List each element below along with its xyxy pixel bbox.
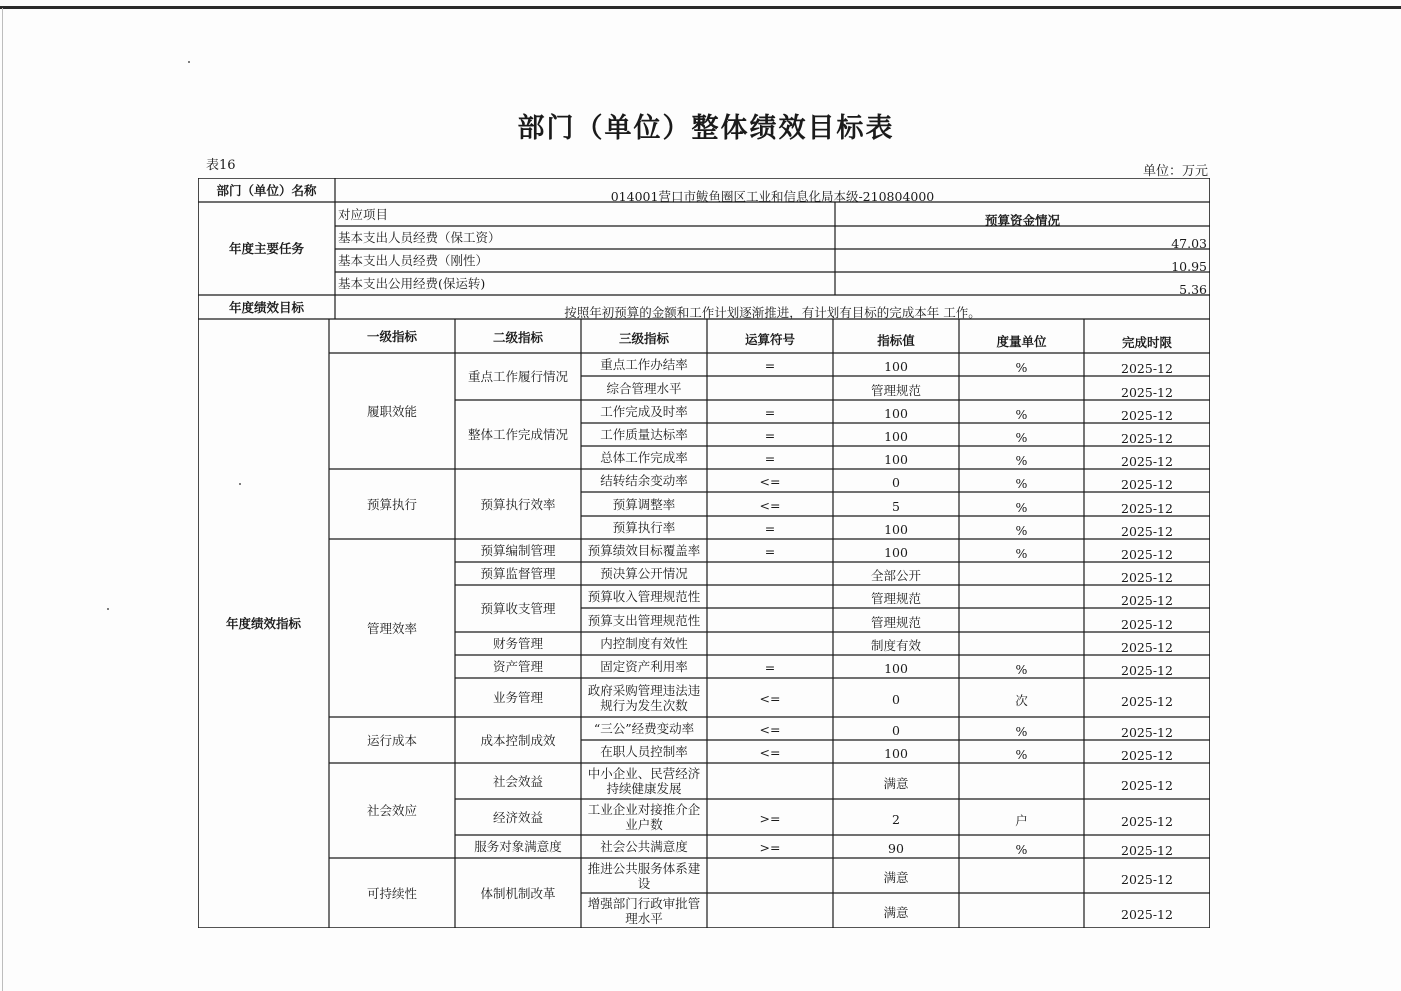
deadline-cell: 2025-12 bbox=[1121, 570, 1173, 585]
level3-cell: 预算执行率 bbox=[612, 520, 676, 535]
deadline-cell: 2025-12 bbox=[1121, 431, 1173, 446]
scan-speck bbox=[107, 608, 109, 610]
measure-unit-cell: % bbox=[1015, 453, 1028, 468]
level3-cell: 预算绩效目标覆盖率 bbox=[587, 543, 701, 558]
level2-cell: 预算收支管理 bbox=[480, 601, 556, 616]
measure-unit-cell bbox=[959, 861, 1084, 896]
deadline-cell: 2025-12 bbox=[1121, 872, 1173, 887]
measure-unit-cell: % bbox=[1015, 430, 1028, 445]
level3-cell: 结转结余变动率 bbox=[600, 473, 688, 488]
target-value-cell: 100 bbox=[884, 452, 908, 467]
measure-unit-cell bbox=[959, 896, 1084, 931]
level3-cell: 工作完成及时率 bbox=[600, 404, 688, 419]
operator-cell: >= bbox=[759, 840, 781, 855]
target-value-cell: 满意 bbox=[883, 905, 909, 920]
operator-cell: <= bbox=[759, 722, 781, 737]
measure-unit-cell: % bbox=[1015, 747, 1028, 762]
operator-cell: = bbox=[764, 660, 776, 675]
level3-cell: 重点工作办结率 bbox=[600, 357, 688, 372]
dept-name-label: 部门（单位）名称 bbox=[216, 182, 317, 198]
target-value-cell: 100 bbox=[884, 359, 908, 374]
deadline-cell: 2025-12 bbox=[1121, 477, 1173, 492]
task-row-name: 基本支出人员经费（保工资） bbox=[338, 230, 501, 245]
performance-target-table bbox=[198, 178, 1210, 928]
deadline-cell: 2025-12 bbox=[1121, 361, 1173, 376]
operator-cell: <= bbox=[759, 474, 781, 489]
deadline-cell: 2025-12 bbox=[1121, 663, 1173, 678]
level3-cell: 政府采购管理违法违规行为发生次数 bbox=[587, 682, 701, 713]
scan-speck bbox=[188, 61, 190, 63]
deadline-cell: 2025-12 bbox=[1121, 640, 1173, 655]
measure-unit-cell bbox=[959, 588, 1084, 611]
target-value-cell: 管理规范 bbox=[870, 382, 921, 398]
task-row-amount: 47.03 bbox=[1171, 236, 1207, 251]
header-deadline: 完成时限 bbox=[1121, 334, 1172, 350]
level2-cell: 业务管理 bbox=[492, 690, 543, 705]
target-value-cell: 制度有效 bbox=[870, 638, 921, 653]
deadline-cell: 2025-12 bbox=[1121, 725, 1173, 740]
measure-unit-cell: % bbox=[1015, 407, 1028, 422]
level3-cell: 工业企业对接推介企业户数 bbox=[587, 802, 701, 832]
deadline-cell: 2025-12 bbox=[1121, 748, 1173, 763]
measure-unit-cell: 次 bbox=[1015, 693, 1028, 708]
header-level2: 二级指标 bbox=[492, 329, 543, 345]
level2-cell: 体制机制改革 bbox=[480, 885, 556, 901]
annual-indicators-label: 年度绩效指标 bbox=[225, 616, 301, 631]
operator-cell: <= bbox=[759, 497, 781, 513]
deadline-cell: 2025-12 bbox=[1121, 843, 1173, 858]
operator-cell bbox=[707, 859, 833, 894]
level2-cell: 预算执行效率 bbox=[480, 496, 556, 512]
measure-unit-cell bbox=[959, 766, 1084, 802]
level3-cell: 社会公共满意度 bbox=[600, 839, 688, 854]
level3-cell: 推进公共服务体系建设 bbox=[587, 860, 701, 891]
target-value-cell: 2 bbox=[892, 811, 900, 827]
tasks-item-header: 对应项目 bbox=[338, 206, 389, 222]
target-value-cell: 100 bbox=[884, 429, 908, 444]
measure-unit-cell: % bbox=[1015, 499, 1028, 515]
level3-cell: 增强部门行政审批管理水平 bbox=[587, 895, 701, 926]
deadline-cell: 2025-12 bbox=[1121, 384, 1173, 400]
target-value-cell: 100 bbox=[884, 746, 908, 761]
measure-unit-cell: % bbox=[1015, 523, 1028, 538]
level3-cell: 预算收入管理规范性 bbox=[587, 589, 701, 604]
task-row-amount: 5.36 bbox=[1179, 282, 1207, 297]
level2-cell: 重点工作履行情况 bbox=[467, 369, 568, 384]
level3-cell: 内控制度有效性 bbox=[600, 636, 688, 651]
operator-cell: <= bbox=[759, 691, 781, 706]
operator-cell bbox=[707, 764, 833, 800]
deadline-cell: 2025-12 bbox=[1121, 694, 1173, 709]
target-value-cell: 满意 bbox=[883, 870, 909, 885]
level1-cell: 预算执行 bbox=[366, 496, 417, 512]
measure-unit-cell: 户 bbox=[1015, 812, 1028, 828]
measure-unit-cell: % bbox=[1015, 662, 1028, 677]
operator-cell: = bbox=[764, 428, 776, 443]
measure-unit-cell bbox=[959, 611, 1084, 635]
measure-unit-cell bbox=[959, 635, 1084, 658]
measure-unit-cell: % bbox=[1015, 724, 1028, 739]
operator-cell: = bbox=[764, 405, 776, 420]
level3-cell: 预算支出管理规范性 bbox=[587, 612, 701, 628]
level3-cell: 在职人员控制率 bbox=[600, 744, 688, 759]
target-value-cell: 100 bbox=[884, 661, 908, 676]
level2-cell: 整体工作完成情况 bbox=[467, 427, 568, 442]
header-target-value: 指标值 bbox=[877, 332, 915, 348]
level1-cell: 可持续性 bbox=[366, 885, 417, 901]
target-value-cell: 0 bbox=[892, 475, 900, 490]
deadline-cell: 2025-12 bbox=[1121, 813, 1173, 829]
measure-unit-cell: % bbox=[1015, 476, 1028, 491]
target-value-cell: 100 bbox=[884, 406, 908, 421]
level3-cell: 中小企业、民营经济持续健康发展 bbox=[587, 766, 701, 796]
target-value-cell: 100 bbox=[884, 545, 908, 560]
operator-cell: = bbox=[764, 451, 776, 466]
measure-unit-cell: % bbox=[1015, 842, 1028, 857]
unit-label: 单位：万元 bbox=[1142, 164, 1208, 179]
level2-cell: 资产管理 bbox=[492, 659, 543, 674]
level3-cell: 综合管理水平 bbox=[606, 380, 682, 396]
task-row-name: 基本支出人员经费（刚性） bbox=[338, 253, 489, 268]
annual-goal-label: 年度绩效目标 bbox=[228, 299, 304, 315]
level3-cell: 工作质量达标率 bbox=[600, 427, 688, 442]
target-value-cell: 100 bbox=[884, 522, 908, 537]
annual-tasks-label: 年度主要任务 bbox=[228, 241, 304, 256]
level3-cell: 总体工作完成率 bbox=[600, 450, 688, 465]
deadline-cell: 2025-12 bbox=[1121, 777, 1173, 793]
operator-cell bbox=[707, 563, 833, 586]
deadline-cell: 2025-12 bbox=[1121, 408, 1173, 423]
target-value-cell: 5 bbox=[892, 498, 900, 514]
target-value-cell: 0 bbox=[892, 723, 900, 738]
deadline-cell: 2025-12 bbox=[1121, 907, 1173, 922]
deadline-cell: 2025-12 bbox=[1121, 500, 1173, 516]
operator-cell bbox=[707, 609, 833, 633]
deadline-cell: 2025-12 bbox=[1121, 547, 1173, 562]
deadline-cell: 2025-12 bbox=[1121, 524, 1173, 539]
level1-cell: 社会效应 bbox=[366, 803, 417, 818]
level2-cell: 财务管理 bbox=[492, 636, 543, 651]
operator-cell bbox=[707, 894, 833, 929]
level3-cell: “三公”经费变动率 bbox=[593, 721, 695, 736]
scan-edge-top bbox=[0, 6, 1401, 9]
scan-speck bbox=[239, 483, 241, 485]
operator-cell: = bbox=[764, 544, 776, 559]
measure-unit-cell: % bbox=[1015, 360, 1028, 375]
deadline-cell: 2025-12 bbox=[1121, 616, 1173, 632]
header-level1: 一级指标 bbox=[366, 328, 417, 344]
target-value-cell: 全部公开 bbox=[870, 568, 921, 583]
level2-cell: 预算监督管理 bbox=[480, 566, 556, 581]
target-value-cell: 管理规范 bbox=[870, 614, 921, 630]
measure-unit-cell bbox=[959, 565, 1084, 588]
measure-unit-cell: % bbox=[1015, 546, 1028, 561]
level2-cell: 经济效益 bbox=[492, 809, 543, 825]
table-number: 表16 bbox=[206, 158, 236, 173]
measure-unit-cell bbox=[959, 379, 1084, 403]
tasks-budget-header: 预算资金情况 bbox=[984, 212, 1060, 228]
task-row-amount: 10.95 bbox=[1171, 259, 1207, 274]
scan-edge-left bbox=[2, 8, 3, 991]
level2-cell: 成本控制成效 bbox=[480, 732, 556, 748]
operator-cell: = bbox=[764, 358, 776, 373]
operator-cell: <= bbox=[759, 745, 781, 760]
operator-cell bbox=[707, 586, 833, 609]
operator-cell: >= bbox=[759, 810, 781, 826]
target-value-cell: 管理规范 bbox=[870, 591, 921, 606]
task-row-name: 基本支出公用经费(保运转) bbox=[338, 276, 486, 291]
level2-cell: 社会效益 bbox=[492, 773, 543, 789]
level3-cell: 预算调整率 bbox=[612, 496, 676, 512]
header-measure-unit: 度量单位 bbox=[996, 333, 1047, 349]
operator-cell: = bbox=[764, 521, 776, 536]
level3-cell: 预决算公开情况 bbox=[600, 566, 688, 581]
level1-cell: 履职效能 bbox=[366, 403, 417, 419]
target-value-cell: 满意 bbox=[883, 775, 909, 791]
level3-cell: 固定资产利用率 bbox=[600, 659, 688, 674]
header-level3: 三级指标 bbox=[618, 330, 669, 346]
level2-cell: 服务对象满意度 bbox=[474, 839, 562, 854]
level2-cell: 预算编制管理 bbox=[480, 543, 556, 558]
operator-cell bbox=[707, 633, 833, 656]
operator-cell bbox=[707, 377, 833, 401]
page-title: 部门（单位）整体绩效目标表 bbox=[517, 113, 895, 144]
target-value-cell: 0 bbox=[892, 692, 900, 707]
deadline-cell: 2025-12 bbox=[1121, 593, 1173, 608]
target-value-cell: 90 bbox=[888, 841, 904, 856]
level1-cell: 管理效率 bbox=[366, 620, 417, 636]
annual-goal-text: 按照年初预算的金额和工作计划逐渐推进，有计划有目标的完成本年 工作。 bbox=[564, 304, 981, 320]
deadline-cell: 2025-12 bbox=[1121, 454, 1173, 469]
dept-name-value: 014001营口市鲅鱼圈区工业和信息化局本级-210804000 bbox=[610, 188, 935, 204]
level1-cell: 运行成本 bbox=[366, 732, 417, 748]
header-operator: 运算符号 bbox=[744, 331, 795, 347]
